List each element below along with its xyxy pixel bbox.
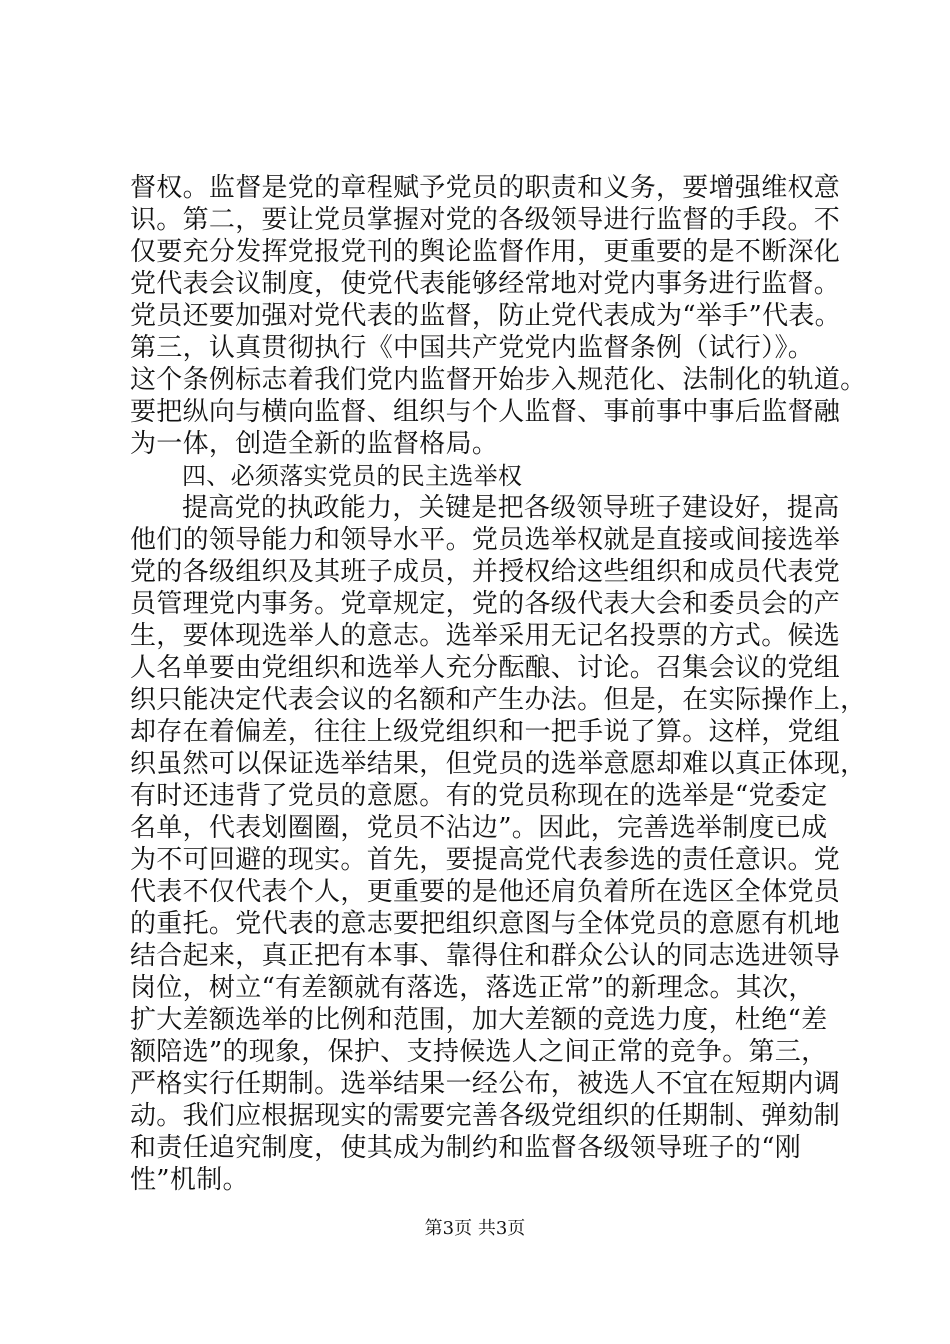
section-heading: 四、必须落实党员的民主选举权 [182, 462, 523, 490]
text-line: 性”机制。 [130, 1165, 249, 1195]
text-line: 要把纵向与横向监督、组织与个人监督、事前事中事后监督融 [130, 397, 841, 427]
text-line: 织只能决定代表会议的名额和产生办法。但是，在实际操作上， [130, 685, 867, 715]
text-line: 识。第二，要让党员掌握对党的各级领导进行监督的手段。不 [130, 205, 841, 235]
text-line: 员管理党内事务。党章规定，党的各级代表大会和委员会的产 [130, 589, 841, 619]
text-line: 的重托。党代表的意志要把组织意图与全体党员的意愿有机地 [130, 909, 841, 939]
text-line: 他们的领导能力和领导水平。党员选举权就是直接或间接选举 [130, 525, 841, 555]
text-line: 为不可回避的现实。首先，要提高党代表参选的责任意识。党 [130, 845, 841, 875]
text-line: 生，要体现选举人的意志。选举采用无记名投票的方式。候选 [130, 621, 841, 651]
text-line: 织虽然可以保证选举结果，但党员的选举意愿却难以真正体现， [130, 749, 867, 779]
text-line: 仅要充分发挥党报党刊的舆论监督作用，更重要的是不断深化 [130, 237, 841, 267]
text-line: 提高党的执政能力，关键是把各级领导班子建设好，提高 [182, 493, 840, 523]
text-line: 人名单要由党组织和选举人充分酝酿、讨论。召集会议的党组 [130, 653, 841, 683]
page-footer: 第3页 共3页 [424, 1218, 526, 1239]
text-line: 结合起来，真正把有本事、靠得住和群众公认的同志选进领导 [130, 941, 841, 971]
text-line: 和责任追究制度，使其成为制约和监督各级领导班子的“刚 [130, 1133, 802, 1163]
text-line: 有时还违背了党员的意愿。有的党员称现在的选举是“党委定 [130, 781, 828, 811]
text-line: 扩大差额选举的比例和范围，加大差额的竞选力度，杜绝“差 [130, 1005, 828, 1035]
text-line: 督权。监督是党的章程赋予党员的职责和义务，要增强维权意 [130, 173, 841, 203]
text-line: 党代表会议制度，使党代表能够经常地对党内事务进行监督。 [130, 269, 841, 299]
text-line: 这个条例标志着我们党内监督开始步入规范化、法制化的轨道。 [130, 365, 867, 395]
text-line: 额陪选”的现象，保护、支持候选人之间正常的竞争。第三， [130, 1037, 828, 1067]
text-line: 却存在着偏差，往往上级党组织和一把手说了算。这样，党组 [130, 717, 841, 747]
text-line: 动。我们应根据现实的需要完善各级党组织的任期制、弹劾制 [130, 1101, 841, 1131]
text-line: 岗位，树立“有差额就有落选，落选正常”的新理念。其次， [130, 973, 815, 1003]
text-line: 名单，代表划圈圈，党员不沾边”。因此，完善选举制度已成 [130, 813, 828, 843]
text-line: 第三，认真贯彻执行《中国共产党党内监督条例（试行）》。 [130, 333, 815, 363]
text-line: 为一体，创造全新的监督格局。 [130, 429, 499, 459]
text-line: 代表不仅代表个人，更重要的是他还肩负着所在选区全体党员 [130, 877, 841, 907]
text-line: 严格实行任期制。选举结果一经公布，被选人不宜在短期内调 [130, 1069, 841, 1099]
text-line: 党的各级组织及其班子成员，并授权给这些组织和成员代表党 [130, 557, 841, 587]
document-body [130, 172, 867, 1196]
text-line: 党员还要加强对党代表的监督，防止党代表成为“举手”代表。 [130, 301, 841, 331]
